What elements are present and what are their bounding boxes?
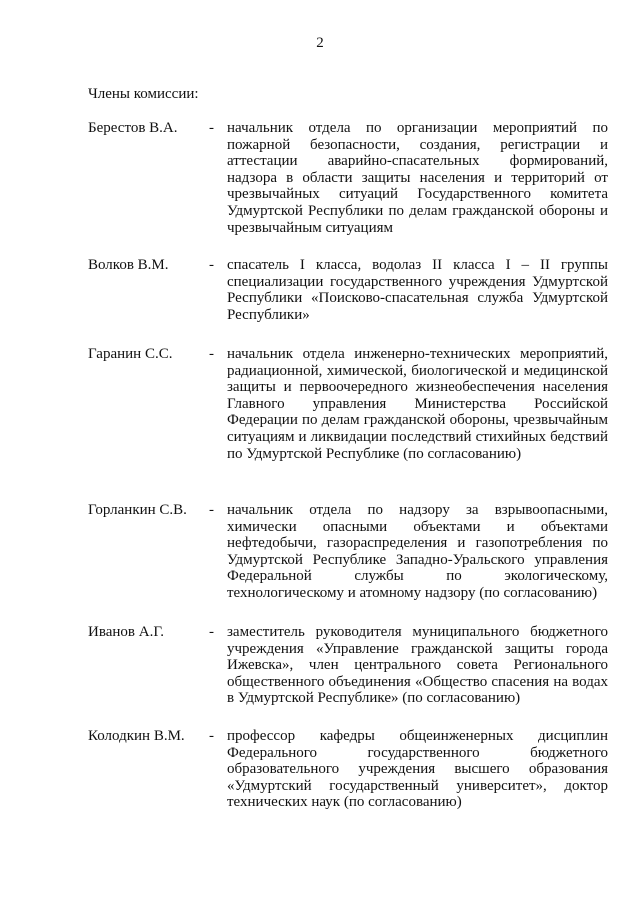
member-description: начальник отдела по надзору за взрывоопасными, химически опасными объектами и объектами нефтедобычи, газораспределения и газопотребления по Удмуртской Республике Западно-Уральского управления Федеральной службы по экологическому, технологическому и атомному надзору (по согласованию) [227,502,608,601]
member-dash: - [209,728,214,744]
page-number: 2 [316,35,324,51]
member-dash: - [209,502,214,518]
member-name: Горланкин С.В. [88,502,187,518]
member-description: начальник отдела по организации мероприятий по пожарной безопасности, создания, регистрации и аттестации аварийно-спасательных формирований, надзора в области защиты населения и территорий от чрезвычайных ситуаций Государственного комитета Удмуртской Республики по делам гражданской обороны и чрезвычайным ситуациям [227,120,608,236]
member-name: Гаранин С.С. [88,346,173,362]
member-name: Берестов В.А. [88,120,178,136]
member-dash: - [209,346,214,362]
member-name: Колодкин В.М. [88,728,185,744]
member-name: Иванов А.Г. [88,624,165,640]
member-dash: - [209,624,214,640]
section-heading: Члены комиссии: [88,86,199,102]
member-description: заместитель руководителя муниципального бюджетного учреждения «Управление гражданской защиты города Ижевска», член центрального совета Регионального общественного объединения «Общество спасения на водах в Удмуртской Республике» (по согласованию) [227,624,608,707]
member-dash: - [209,257,214,273]
member-description: профессор кафедры общеинженерных дисциплин Федерального государственного бюджетного образовательного учреждения высшего образования «Удмуртский государственный университет», доктор технических наук (по согласованию) [227,728,608,811]
member-name: Волков В.М. [88,257,169,273]
member-description: спасатель I класса, водолаз II класса I – II группы специализации государственного учреждения Удмуртской Республики «Поисково-спасательная служба Удмуртской Республики» [227,257,608,323]
member-description: начальник отдела инженерно-технических мероприятий, радиационной, химической, биологической и медицинской защиты и первоочередного жизнеобеспечения населения Главного управления Министерства Российской Федерации по делам гражданской обороны, чрезвычайным ситуациям и ликвидации последствий стихийных бедствий по Удмуртской Республике (по согласованию) [227,346,608,462]
member-dash: - [209,120,214,136]
